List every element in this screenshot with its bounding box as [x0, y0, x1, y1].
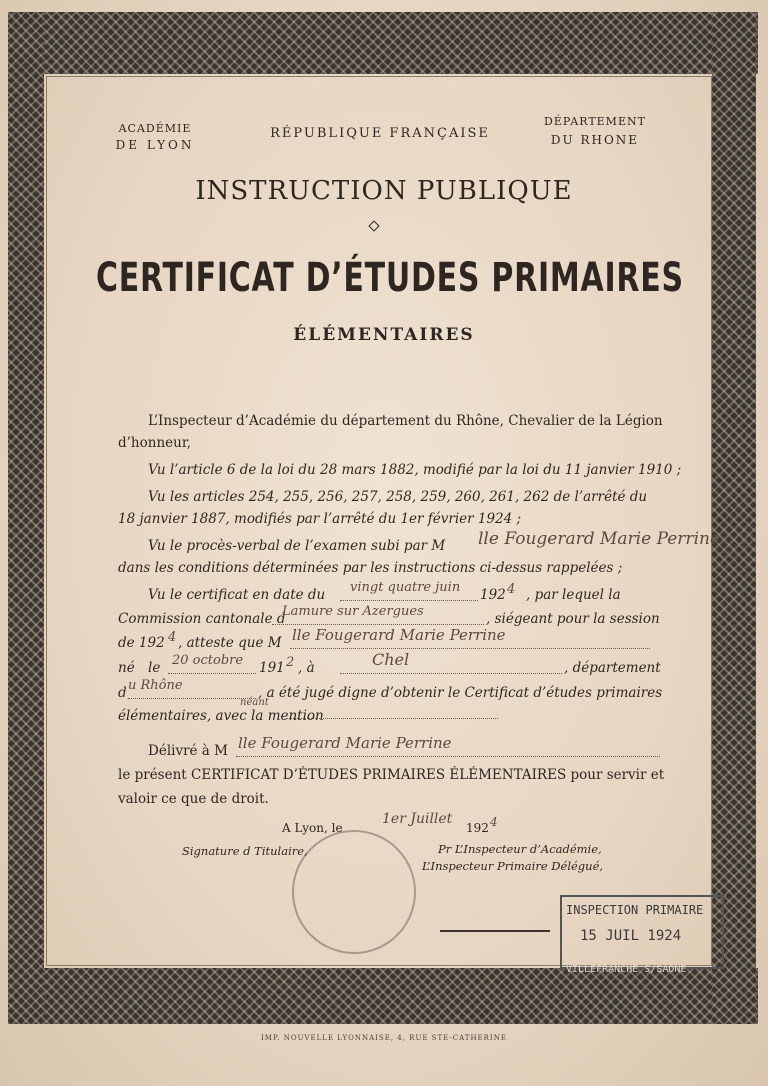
handwritten-name-1: lle Fougerard Marie Perrine — [478, 529, 721, 549]
header-republique: RÉPUBLIQUE FRANÇAISE — [270, 126, 490, 141]
stamp-line-1: INSPECTION PRIMAIRE — [566, 903, 704, 917]
ornamental-border-bottom — [8, 968, 758, 1024]
text-p5a-end: , par lequel la — [526, 587, 621, 603]
text-p13: valoir ce que de droit. — [118, 791, 269, 807]
text-p6a-end: , siégeant pour la session — [486, 611, 660, 627]
handwritten-name-2: lle Fougerard Marie Perrine — [292, 626, 506, 644]
text-year-1: 192 — [480, 587, 506, 603]
handwritten-birthdate: 20 octobre — [172, 653, 244, 668]
ornamental-border-right — [712, 12, 756, 1024]
handwritten-year-2: 2 — [286, 655, 295, 670]
text-p1a: L’Inspecteur d’Académie du département du Rhône, Chevalier de la Légion — [148, 413, 663, 429]
handwritten-year-3: 4 — [490, 815, 498, 829]
dotted-line — [168, 673, 256, 674]
header-departement: DÉPARTEMENT — [544, 115, 646, 128]
text-p7a-mid: , atteste que M — [178, 635, 282, 651]
ornamental-border-left — [8, 12, 44, 1024]
text-place: A Lyon, le — [282, 821, 343, 835]
text-signature-titulaire: Signature d Titulaire, — [182, 844, 308, 858]
header-academie: ACADÉMIE — [118, 122, 192, 135]
text-p9a: d — [118, 685, 127, 701]
dotted-line — [128, 698, 256, 699]
handwritten-name-3: lle Fougerard Marie Perrine — [238, 734, 452, 752]
text-year-3: 192 — [466, 821, 489, 835]
text-p5a: Vu le certificat en date du — [148, 587, 326, 603]
dotted-line — [272, 624, 484, 625]
title-instruction-publique: INSTRUCTION PUBLIQUE — [195, 176, 573, 206]
stamp-line-2: 15 JUIL 1924 — [580, 928, 682, 944]
text-p8a-a: , à — [298, 660, 315, 676]
text-p4b: dans les conditions déterminées par les instructions ci-dessus rappelées ; — [118, 560, 623, 576]
handwritten-mention: néant — [240, 697, 269, 708]
title-certificat: CERTIFICAT D’ÉTUDES PRIMAIRES — [96, 255, 684, 301]
dotted-line — [236, 756, 660, 757]
text-p3b: 18 janvier 1887, modifiés par l’arrêté du 1er février 1924 ; — [118, 511, 522, 527]
text-signature-inspecteur-1: Pr L’Inspecteur d’Académie, — [438, 842, 602, 856]
text-p6a: Commission cantonale d — [118, 611, 286, 627]
handwritten-year-1: 4 — [507, 582, 516, 597]
header-de-lyon: DE LYON — [115, 138, 195, 152]
text-year-2: 191 — [259, 660, 285, 676]
text-p7a: de 192 — [118, 635, 165, 651]
text-signature-inspecteur-2: L’Inspecteur Primaire Délégué, — [422, 859, 604, 873]
text-p3a: Vu les articles 254, 255, 256, 257, 258, 259, 260, 261, 262 de l’arrêté du — [148, 489, 648, 505]
handwritten-signature — [440, 880, 550, 932]
handwritten-department: u Rhône — [128, 678, 183, 693]
text-p4a: Vu le procès-verbal de l’examen subi par M — [148, 538, 446, 554]
handwritten-session: 4 — [168, 630, 177, 645]
text-p8a-ne: né — [118, 660, 135, 676]
ornamental-border-top — [8, 12, 758, 74]
handwritten-birthplace: Chel — [372, 650, 410, 669]
text-p8a-end: , département — [564, 660, 661, 676]
handwritten-date: vingt quatre juin — [350, 580, 461, 595]
dotted-line — [340, 673, 562, 674]
header-du-rhone: DU RHONE — [550, 133, 640, 147]
text-p9a-end: , a été jugé digne d’obtenir le Certificat d’études primaires — [258, 685, 663, 701]
stamp-line-3: VILLEFRANCHE S/SAÔNE — [566, 964, 687, 975]
text-p1b: d’honneur, — [118, 435, 192, 451]
printer-footer: IMP. NOUVELLE LYONNAISE, 4, RUE STE-CATHERINE — [261, 1034, 507, 1042]
text-p8a-le: le — [148, 660, 161, 676]
text-p10: élémentaires, avec la mention — [118, 708, 324, 724]
handwritten-issue-date: 1er Juillet — [382, 811, 453, 827]
circular-stamp — [292, 830, 416, 954]
text-p12: le présent CERTIFICAT D’ÉTUDES PRIMAIRES ÉLÉMENTAIRES pour servir et — [118, 767, 665, 783]
dotted-line — [286, 718, 498, 719]
text-p2: Vu l’article 6 de la loi du 28 mars 1882, modifié par la loi du 11 janvier 1910 ; — [148, 462, 682, 478]
dotted-line — [290, 648, 650, 649]
text-p11a: Délivré à M — [148, 743, 228, 759]
title-elementaires: ÉLÉMENTAIRES — [293, 325, 475, 345]
dotted-line — [340, 600, 478, 601]
handwritten-commission: Lamure sur Azergues — [282, 604, 424, 619]
